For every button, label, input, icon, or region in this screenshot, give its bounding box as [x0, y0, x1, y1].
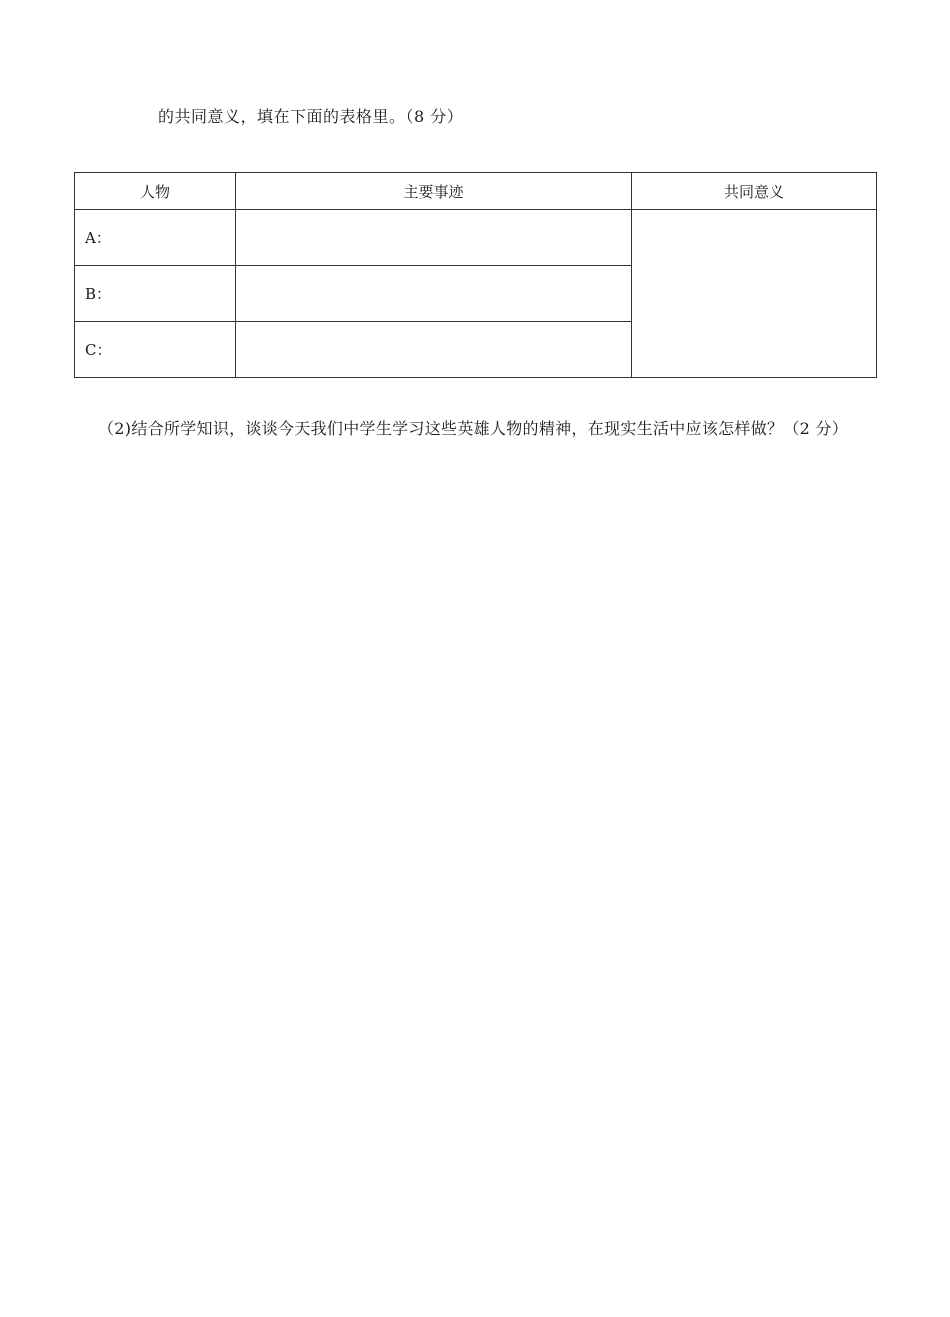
- table-header-row: [75, 173, 877, 210]
- header-person: 人物: [75, 173, 236, 210]
- question-intro-line: 的共同意义，填在下面的表格里。（8 分）: [158, 107, 464, 126]
- table-row: [75, 210, 877, 266]
- deeds-cell-c[interactable]: [236, 322, 632, 378]
- answer-table: [74, 172, 877, 378]
- person-cell-c: C：: [75, 322, 236, 378]
- person-cell-a: A：: [75, 210, 236, 266]
- header-common-meaning: 共同意义: [632, 173, 877, 210]
- common-meaning-cell[interactable]: [632, 210, 877, 378]
- question-2-text: （2)结合所学知识，谈谈今天我们中学生学习这些英雄人物的精神，在现实生活中应该怎样做？（2 分）: [98, 419, 849, 438]
- person-cell-b: B：: [75, 266, 236, 322]
- deeds-cell-b[interactable]: [236, 266, 632, 322]
- header-main-deeds: 主要事迹: [236, 173, 632, 210]
- deeds-cell-a[interactable]: [236, 210, 632, 266]
